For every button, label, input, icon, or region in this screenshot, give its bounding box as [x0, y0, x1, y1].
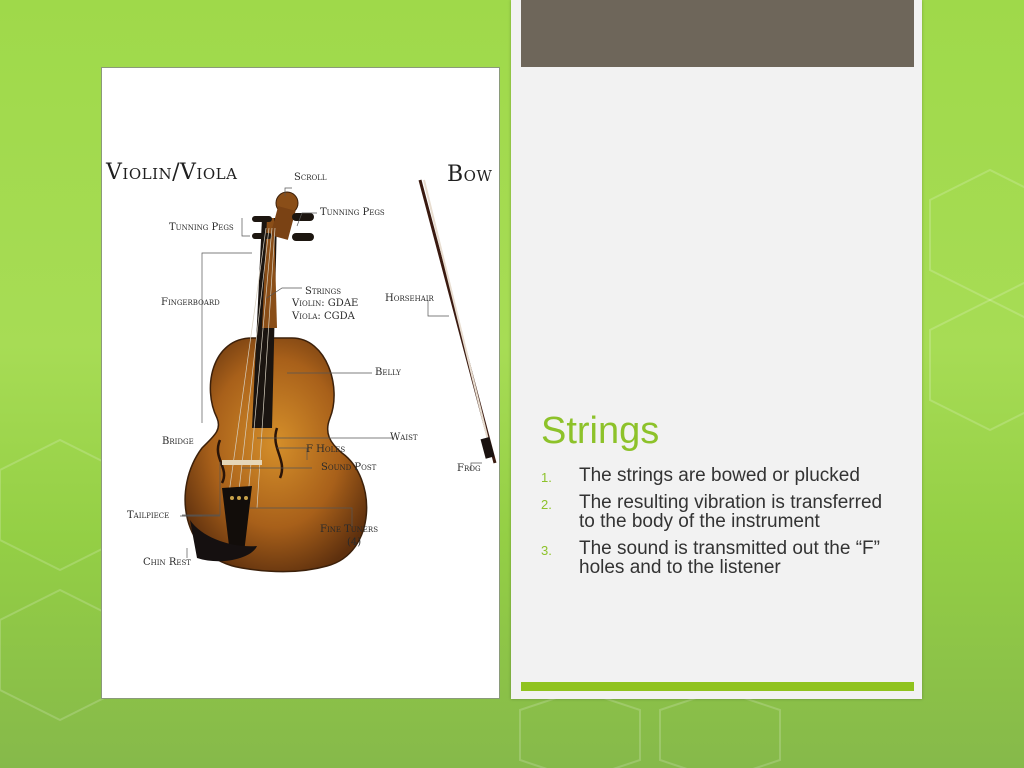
bridge [222, 460, 262, 465]
label-waist: Waist [390, 432, 418, 443]
list-text: The strings are bowed or plucked [579, 465, 860, 486]
slide-title: Strings [541, 410, 660, 452]
label-chin-rest: Chin Rest [143, 557, 191, 568]
label-fine-tuners: Fine Tuners [320, 524, 378, 535]
label-scroll: Scroll [294, 172, 327, 183]
label-frog: Frog [457, 463, 481, 474]
list-item [541, 493, 901, 531]
label-strings: Strings [305, 286, 342, 297]
label-f-holes: F Holes [306, 444, 346, 455]
label-belly: Belly [375, 367, 401, 378]
list-number: 1. [541, 470, 552, 485]
label-strings-violin: Violin: GDAE [292, 298, 359, 309]
label-horsehair: Horsehair [385, 293, 434, 304]
list-text: The sound is transmitted out the “F” holes and to the listener [579, 538, 880, 578]
label-tuning-pegs-right: Tunning Pegs [320, 207, 385, 218]
violin-viola-title: Violin/Viola [106, 160, 238, 185]
list-number: 2. [541, 497, 552, 512]
header-bar [521, 0, 914, 67]
list-number: 3. [541, 543, 552, 558]
list-text: The resulting vibration is transferred to the body of the instrument [579, 492, 883, 532]
label-strings-viola: Viola: CGDA [292, 311, 355, 322]
label-fingerboard: Fingerboard [161, 297, 220, 308]
label-tuning-pegs-left: Tunning Pegs [169, 222, 234, 233]
bow-title: Bow [447, 162, 493, 187]
label-tailpiece: Tailpiece [127, 510, 170, 521]
numbered-list [541, 466, 901, 585]
violin-diagram-image [101, 67, 500, 699]
label-sound-post: Sound Post [321, 462, 377, 473]
list-item [541, 539, 901, 577]
list-item [541, 466, 901, 485]
content-panel [511, 0, 922, 699]
bow-horsehair [424, 180, 490, 448]
footer-accent-bar [521, 682, 914, 691]
label-bridge: Bridge [162, 436, 194, 447]
label-fine-tuners-count: (4) [347, 537, 362, 548]
